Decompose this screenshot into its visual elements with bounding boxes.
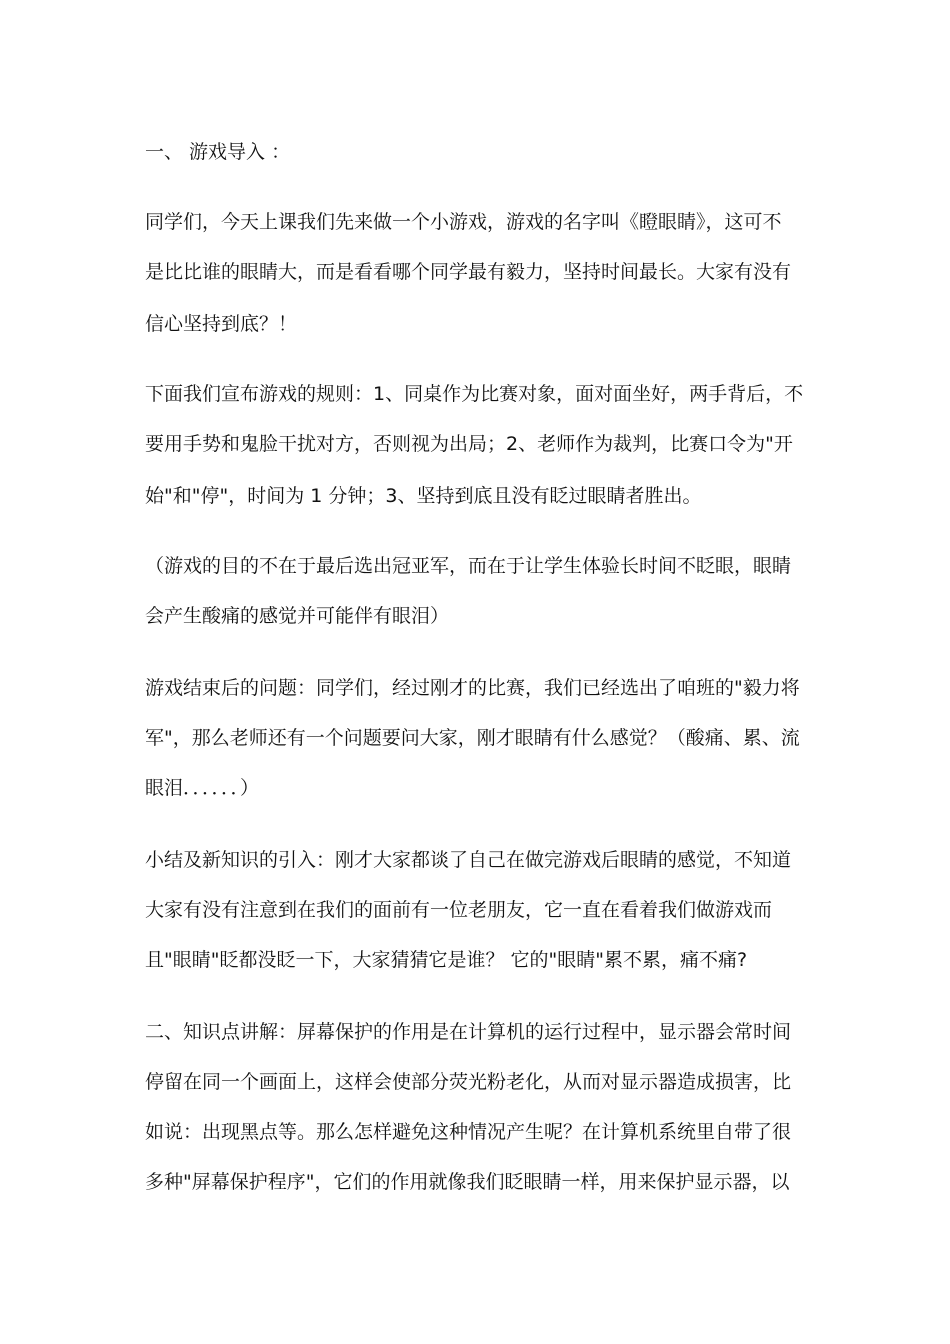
- paragraph-line: （游戏的目的不在于最后选出冠亚军，而在于让学生体验长时间不眨眼，眼睛: [145, 555, 792, 577]
- paragraph-line: 下面我们宣布游戏的规则：1、同桌作为比赛对象，面对面坐好，两手背后，不: [145, 383, 804, 405]
- paragraph-line: 游戏结束后的问题：同学们，经过刚才的比赛，我们已经选出了咱班的"毅力将: [145, 677, 800, 699]
- paragraph-line: 信心坚持到底？！: [145, 313, 298, 335]
- paragraph-line: 始"和"停"，时间为 1 分钟；3、坚持到底且没有眨过眼睛者胜出。: [145, 485, 702, 507]
- paragraph-line: 且"眼睛"眨都没眨一下，大家猜猜它是谁？ 它的"眼睛"累不累，痛不痛?: [145, 949, 748, 971]
- paragraph-line: 是比比谁的眼睛大，而是看看哪个同学最有毅力，坚持时间最长。大家有没有: [145, 261, 792, 283]
- section-heading: 一、 游戏导入 ：: [145, 141, 291, 163]
- paragraph-line: 多种"屏幕保护程序"，它们的作用就像我们眨眼睛一样，用来保护显示器，以: [145, 1171, 790, 1193]
- paragraph-line: 军"，那么老师还有一个问题要问大家，刚才眼睛有什么感觉？（酸痛、累、流: [145, 727, 800, 749]
- paragraph-line: 大家有没有注意到在我们的面前有一位老朋友，它一直在看着我们做游戏而: [145, 899, 773, 921]
- paragraph-line: 小结及新知识的引入：刚才大家都谈了自己在做完游戏后眼睛的感觉，不知道: [145, 849, 792, 871]
- paragraph-line: 会产生酸痛的感觉并可能伴有眼泪）: [145, 605, 450, 627]
- paragraph-line: 二、知识点讲解：屏幕保护的作用是在计算机的运行过程中，显示器会常时间: [145, 1021, 792, 1043]
- paragraph-line: 停留在同一个画面上，这样会使部分荧光粉老化，从而对显示器造成损害，比: [145, 1071, 792, 1093]
- paragraph-line: 要用手势和鬼脸干扰对方，否则视为出局；2、老师作为裁判，比赛口令为"开: [145, 433, 793, 455]
- paragraph-line: 眼泪．．．．．．）: [145, 777, 260, 799]
- paragraph-line: 同学们，今天上课我们先来做一个小游戏，游戏的名字叫《瞪眼睛》，这可不: [145, 211, 782, 233]
- paragraph-line: 如说：出现黑点等。那么怎样避免这种情况产生呢？在计算机系统里自带了很: [145, 1121, 792, 1143]
